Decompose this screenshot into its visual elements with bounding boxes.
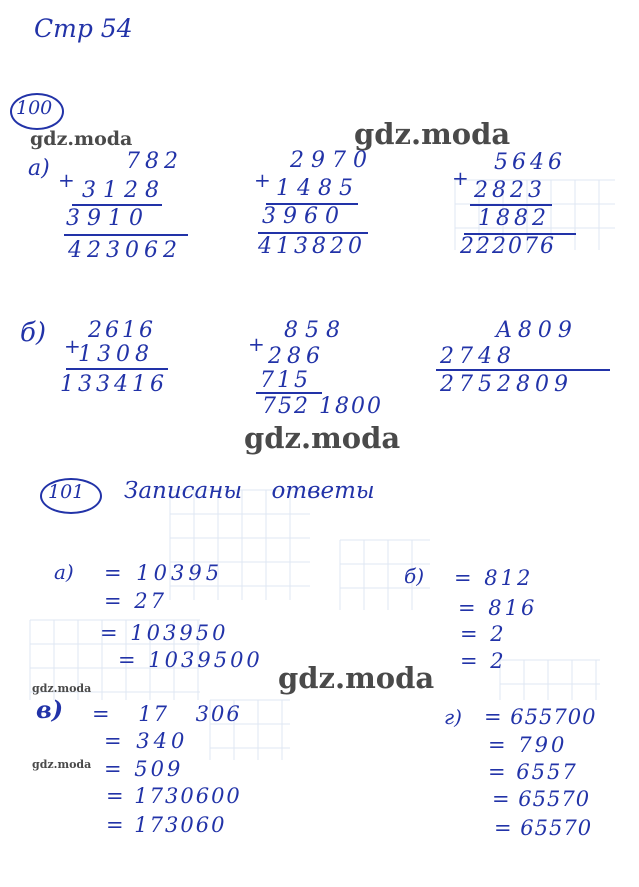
first-factor: 2970 [290, 148, 374, 173]
first-factor: 5646 [494, 150, 566, 175]
watermark: gdz.moda [354, 117, 511, 151]
page-reference: Стр 54 [34, 14, 133, 43]
answer-line: = 17 306 [92, 702, 242, 726]
task-number: 101 [48, 481, 85, 503]
answer-line: = 816 [458, 596, 538, 620]
answer-line: = 812 [454, 566, 534, 590]
answer-line: = 173060 [106, 813, 227, 837]
partial-product: 715 [260, 368, 311, 393]
answer-line: = 27 [104, 589, 167, 613]
partial-product: 3960 [262, 204, 346, 229]
answer-line: = 1039500 [118, 648, 263, 672]
answer-line: = 65570 [494, 816, 593, 840]
part-label-a: а) [54, 560, 74, 584]
underline [66, 368, 168, 370]
operation-sign: + [254, 168, 271, 192]
answer-line: = 103950 [100, 621, 229, 645]
answer-line: = 655700 [484, 705, 597, 729]
part-label-a: а) [28, 156, 50, 181]
watermark: gdz.moda [244, 421, 401, 455]
answer-line: = 2 [460, 622, 507, 646]
partial-product: 1882 [478, 206, 550, 231]
answer-line: = 340 [104, 729, 189, 753]
second-factor: 2823 [474, 178, 546, 203]
operation-sign: + [248, 332, 265, 356]
underline [64, 234, 188, 236]
task-caption: Записаны ответы [124, 478, 375, 504]
product-result: 752 1800 [262, 394, 383, 419]
answer-line: = 65570 [492, 787, 591, 811]
watermark: gdz.moda [32, 682, 92, 695]
first-factor: 858 [284, 318, 347, 343]
second-factor: 1485 [276, 176, 360, 201]
first-factor: A809 [496, 318, 578, 343]
part-label-b: б) [404, 564, 425, 588]
answer-line: = 790 [488, 733, 568, 757]
operation-sign: + [58, 168, 75, 192]
task-number: 100 [16, 97, 53, 119]
answer-line: = 509 [104, 757, 184, 781]
product-result: 413820 [258, 234, 366, 259]
part-label-c: в) [36, 695, 64, 724]
second-factor: 3128 [82, 178, 166, 203]
product-result: 133416 [60, 372, 168, 397]
answer-line: = 2 [460, 649, 507, 673]
operation-sign: + [452, 166, 469, 190]
part-label-b: б) [20, 318, 47, 348]
product-result: 423062 [68, 238, 182, 263]
answer-line: = 10395 [104, 561, 224, 585]
product-result: 222076 [460, 234, 556, 259]
second-factor: 286 [268, 344, 325, 369]
watermark: gdz.moda [278, 661, 435, 695]
answer-line: = 1730600 [106, 784, 242, 808]
partial-product: 3910 [66, 206, 150, 231]
operation-sign: + [64, 334, 81, 358]
product-result: 2752809 [440, 372, 573, 397]
second-factor: 1308 [78, 342, 154, 367]
second-factor: 2748 [440, 344, 516, 369]
watermark: gdz.moda [32, 758, 92, 771]
part-label-d: г) [444, 705, 462, 729]
underline [436, 369, 610, 371]
watermark: gdz.moda [30, 128, 133, 150]
answer-line: = 6557 [488, 760, 578, 784]
first-factor: 2616 [88, 318, 156, 343]
first-factor: 782 [126, 149, 183, 174]
